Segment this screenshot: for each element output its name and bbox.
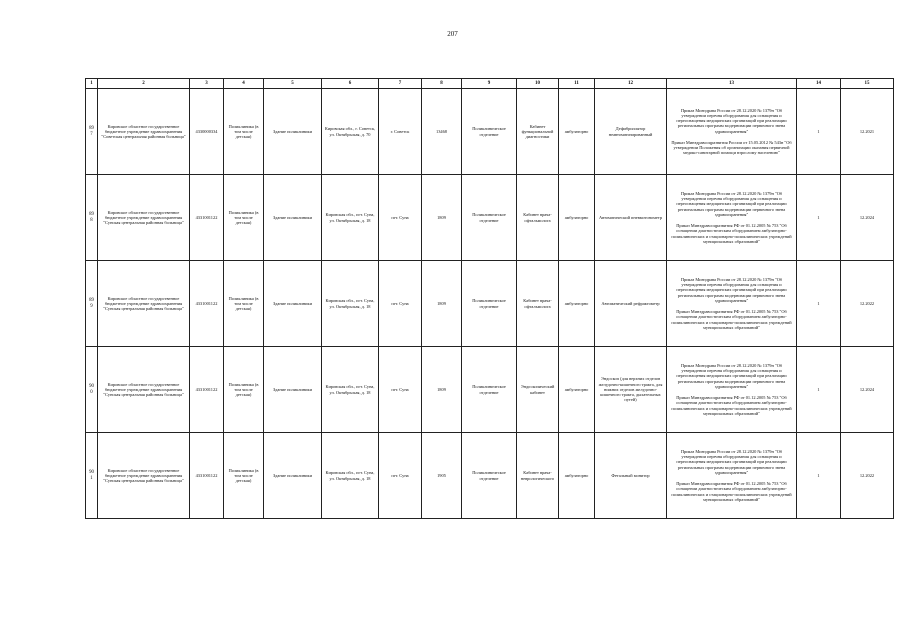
organization-name: Кировское областное государственное бюджетное учреждение здравоохранения "Советская центральная районная больница" (98, 89, 190, 175)
column-header-14: 14 (797, 79, 841, 89)
regulation-order2: Приказ Минздравсоцразвития РФ от 01.12.2005 № 753 "Об оснащении диагностическим оборудованием амбулаторно-поликлинических и стационарно-поликлинических учреждений муниципальных образований" (671, 481, 792, 502)
organization-code: 4331001122 (190, 347, 224, 433)
regulation-orders (667, 347, 797, 433)
regulation-order1: Приказ Минздрава России от 28.12.2020 № 1379н "Об утверждении перечня оборудования для оснащения и переоснащения медицинских организаций при реализации региональных программ модернизации первичного звена здравоохранения" (676, 363, 787, 389)
care-type: амбулаторно (559, 433, 595, 519)
room: Кабинет функциональной диагностики (517, 89, 559, 175)
department: Поликлиническое отделение (462, 261, 517, 347)
organization-code: 4331001122 (190, 261, 224, 347)
header-row (86, 79, 894, 89)
regulation-order2: Приказ Минздравсоцразвития России от 15.05.2012 № 543н "Об утверждении Положения об организации оказания первичной медико-санитарной помощи взрослому населению" (671, 139, 792, 156)
subdivision: Поликлиника (в том числе детская) (224, 89, 264, 175)
row-number: 901 (86, 433, 98, 519)
column-header-11: 11 (559, 79, 595, 89)
quantity: 1 (797, 89, 841, 175)
column-header-1: 1 (86, 79, 98, 89)
row-number: 900 (86, 347, 98, 433)
regulation-orders (667, 89, 797, 175)
column-header-5: 5 (264, 79, 322, 89)
settlement: пгт. Суна (379, 433, 422, 519)
regulation-orders (667, 433, 797, 519)
regulation-order2: Приказ Минздравсоцразвития РФ от 01.12.2005 № 753 "Об оснащении диагностическим оборудованием амбулаторно-поликлинических и стационарно-поликлинических учреждений муниципальных образований" (671, 395, 792, 416)
care-type: амбулаторно (559, 261, 595, 347)
quantity: 1 (797, 347, 841, 433)
care-type: амбулаторно (559, 347, 595, 433)
regulation-order1: Приказ Минздрава России от 28.12.2020 № 1379н "Об утверждении перечня оборудования для оснащения и переоснащения медицинских организаций при реализации региональных программ модернизации первичного звена здравоохранения" (676, 277, 787, 303)
department: Поликлиническое отделение (462, 433, 517, 519)
equipment-name: Автоматический рефрактометр (595, 261, 667, 347)
address: Кировская обл., пгт. Суна, ул. Октябрьская, д. 18 (322, 261, 379, 347)
building: Здание поликлиники (264, 175, 322, 261)
building: Здание поликлиники (264, 433, 322, 519)
column-header-8: 8 (422, 79, 462, 89)
room: Кабинет врача-офтальмолога (517, 261, 559, 347)
care-type: амбулаторно (559, 89, 595, 175)
regulation-order1: Приказ Минздрава России от 28.12.2020 № 1379н "Об утверждении перечня оборудования для оснащения и переоснащения медицинских организаций при реализации региональных программ модернизации первичного звена здравоохранения" (676, 449, 787, 475)
organization-code: 4331001122 (190, 433, 224, 519)
due-date: 12.2022 (841, 433, 894, 519)
table-row (86, 261, 894, 347)
settlement: г. Советск (379, 89, 422, 175)
department: Поликлиническое отделение (462, 175, 517, 261)
organization-code: 4331001122 (190, 175, 224, 261)
regulation-order1: Приказ Минздрава России от 28.12.2020 № 1379н "Об утверждении перечня оборудования для оснащения и переоснащения медицинских организаций при реализации региональных программ модернизации первичного звена здравоохранения" (676, 191, 787, 217)
year-value: 1809 (422, 175, 462, 261)
due-date: 12.2024 (841, 347, 894, 433)
year-value: 13468 (422, 89, 462, 175)
column-header-9: 9 (462, 79, 517, 89)
subdivision: Поликлиника (в том числе детская) (224, 175, 264, 261)
equipment-table (85, 78, 894, 519)
address: Кировская обл., пгт. Суна, ул. Октябрьская, д. 18 (322, 433, 379, 519)
column-header-12: 12 (595, 79, 667, 89)
year-value: 1905 (422, 433, 462, 519)
address: Кировская обл., г. Советск, ул. Октябрьская, д. 70 (322, 89, 379, 175)
building: Здание поликлиники (264, 261, 322, 347)
quantity: 1 (797, 433, 841, 519)
settlement: пгт. Суна (379, 347, 422, 433)
settlement: пгт. Суна (379, 261, 422, 347)
column-header-7: 7 (379, 79, 422, 89)
subdivision: Поликлиника (в том числе детская) (224, 433, 264, 519)
care-type: амбулаторно (559, 175, 595, 261)
table-row (86, 175, 894, 261)
regulation-order2: Приказ Минздравсоцразвития РФ от 01.12.2005 № 753 "Об оснащении диагностическим оборудованием амбулаторно-поликлинических и стационарно-поликлинических учреждений муниципальных образований" (671, 309, 792, 330)
column-header-13: 13 (667, 79, 797, 89)
row-number: 899 (86, 261, 98, 347)
building: Здание поликлиники (264, 347, 322, 433)
column-header-4: 4 (224, 79, 264, 89)
address: Кировская обл., пгт. Суна, ул. Октябрьская, д. 18 (322, 347, 379, 433)
organization-name: Кировское областное государственное бюджетное учреждение здравоохранения "Сунская центральная районная больница" (98, 261, 190, 347)
regulation-orders (667, 261, 797, 347)
column-header-15: 15 (841, 79, 894, 89)
page-number: 207 (447, 30, 458, 38)
subdivision: Поликлиника (в том числе детская) (224, 347, 264, 433)
regulation-order2: Приказ Минздравсоцразвития РФ от 01.12.2005 № 753 "Об оснащении диагностическим оборудованием амбулаторно-поликлинических и стационарно-поликлинических учреждений муниципальных образований" (671, 223, 792, 244)
organization-name: Кировское областное государственное бюджетное учреждение здравоохранения "Сунская центральная районная больница" (98, 175, 190, 261)
year-value: 1809 (422, 347, 462, 433)
column-header-3: 3 (190, 79, 224, 89)
row-number: 898 (86, 175, 98, 261)
room: Кабинет врача-неврологического (517, 433, 559, 519)
column-header-10: 10 (517, 79, 559, 89)
equipment-name: Дефибриллятор неавтоматизированный (595, 89, 667, 175)
equipment-name: Автоматический пневмотонометр (595, 175, 667, 261)
quantity: 1 (797, 261, 841, 347)
year-value: 1809 (422, 261, 462, 347)
due-date: 12.2024 (841, 175, 894, 261)
building: Здание поликлиники (264, 89, 322, 175)
organization-name: Кировское областное государственное бюджетное учреждение здравоохранения "Сунская центральная районная больница" (98, 433, 190, 519)
room: Кабинет врача-офтальмолога (517, 175, 559, 261)
settlement: пгт. Суна (379, 175, 422, 261)
table-row (86, 347, 894, 433)
due-date: 12.2021 (841, 89, 894, 175)
row-number: 897 (86, 89, 98, 175)
equipment-name: Эндоскоп (для верхних отделов желудочно-кишечного тракта, для нижних отделов желудочно-кишечного тракта, дыхательных путей) (595, 347, 667, 433)
regulation-order1: Приказ Минздрава России от 28.12.2020 № 1379н "Об утверждении перечня оборудования для оснащения и переоснащения медицинских организаций при реализации региональных программ модернизации первичного звена здравоохранения" (676, 107, 787, 134)
column-header-6: 6 (322, 79, 379, 89)
equipment-name: Фетальный монитор (595, 433, 667, 519)
address: Кировская обл., пгт. Суна, ул. Октябрьская, д. 18 (322, 175, 379, 261)
regulation-orders (667, 175, 797, 261)
column-header-2: 2 (98, 79, 190, 89)
table-row (86, 433, 894, 519)
due-date: 12.2022 (841, 261, 894, 347)
organization-name: Кировское областное государственное бюджетное учреждение здравоохранения "Сунская центральная районная больница" (98, 347, 190, 433)
department: Поликлиническое отделение (462, 347, 517, 433)
organization-code: 4330000334 (190, 89, 224, 175)
table-row (86, 89, 894, 175)
quantity: 1 (797, 175, 841, 261)
subdivision: Поликлиника (в том числе детская) (224, 261, 264, 347)
room: Эндоскопический кабинет (517, 347, 559, 433)
department: Поликлиническое отделение (462, 89, 517, 175)
